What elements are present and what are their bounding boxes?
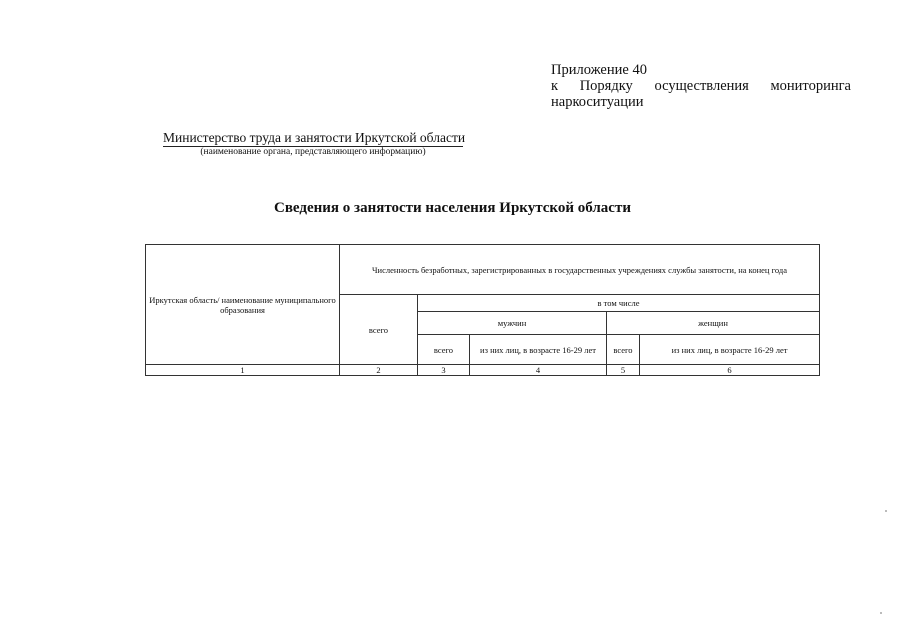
organization-name: Министерство труда и занятости Иркутской области — [163, 130, 466, 145]
appendix-number: Приложение 40 — [551, 62, 647, 78]
unemployed-header-cell: Численность безработных, зарегистрированных в государственных учреждениях службы занятости, на конец года — [340, 245, 820, 295]
column-number-cell: 2 — [340, 365, 418, 376]
column-number-cell: 6 — [640, 365, 820, 376]
scan-speck — [880, 612, 882, 614]
appendix-word: Порядку — [579, 78, 633, 94]
men-total-cell: всего — [418, 335, 470, 365]
organization-block — [163, 130, 466, 158]
men-header-cell: мужчин — [418, 312, 607, 335]
column-number-cell: 3 — [418, 365, 470, 376]
column-number-cell: 4 — [470, 365, 607, 376]
region-header-cell: Иркутская область/ наименование муниципального образования — [146, 245, 340, 365]
appendix-reference-end: наркоситуации — [551, 94, 644, 110]
column-number-row — [146, 365, 820, 376]
women-header-cell: женщин — [607, 312, 820, 335]
appendix-word: к — [551, 78, 559, 94]
appendix-block — [551, 62, 851, 110]
women-youth-cell: из них лиц, в возрасте 16-29 лет — [640, 335, 820, 365]
employment-table — [145, 244, 820, 376]
women-total-cell: всего — [607, 335, 640, 365]
including-header-cell: в том числе — [418, 295, 820, 312]
column-number-cell: 5 — [607, 365, 640, 376]
men-youth-cell: из них лиц, в возрасте 16-29 лет — [470, 335, 607, 365]
document-title: Сведения о занятости населения Иркутской области — [274, 200, 631, 216]
table-header-row — [146, 245, 820, 295]
column-number-cell: 1 — [146, 365, 340, 376]
organization-caption: (наименование органа, представляющего информацию) — [200, 147, 426, 157]
appendix-word: осуществления — [654, 78, 749, 94]
total-header-cell: всего — [340, 295, 418, 365]
appendix-reference — [551, 78, 851, 94]
appendix-word: мониторинга — [770, 78, 851, 94]
scan-speck — [885, 510, 887, 512]
